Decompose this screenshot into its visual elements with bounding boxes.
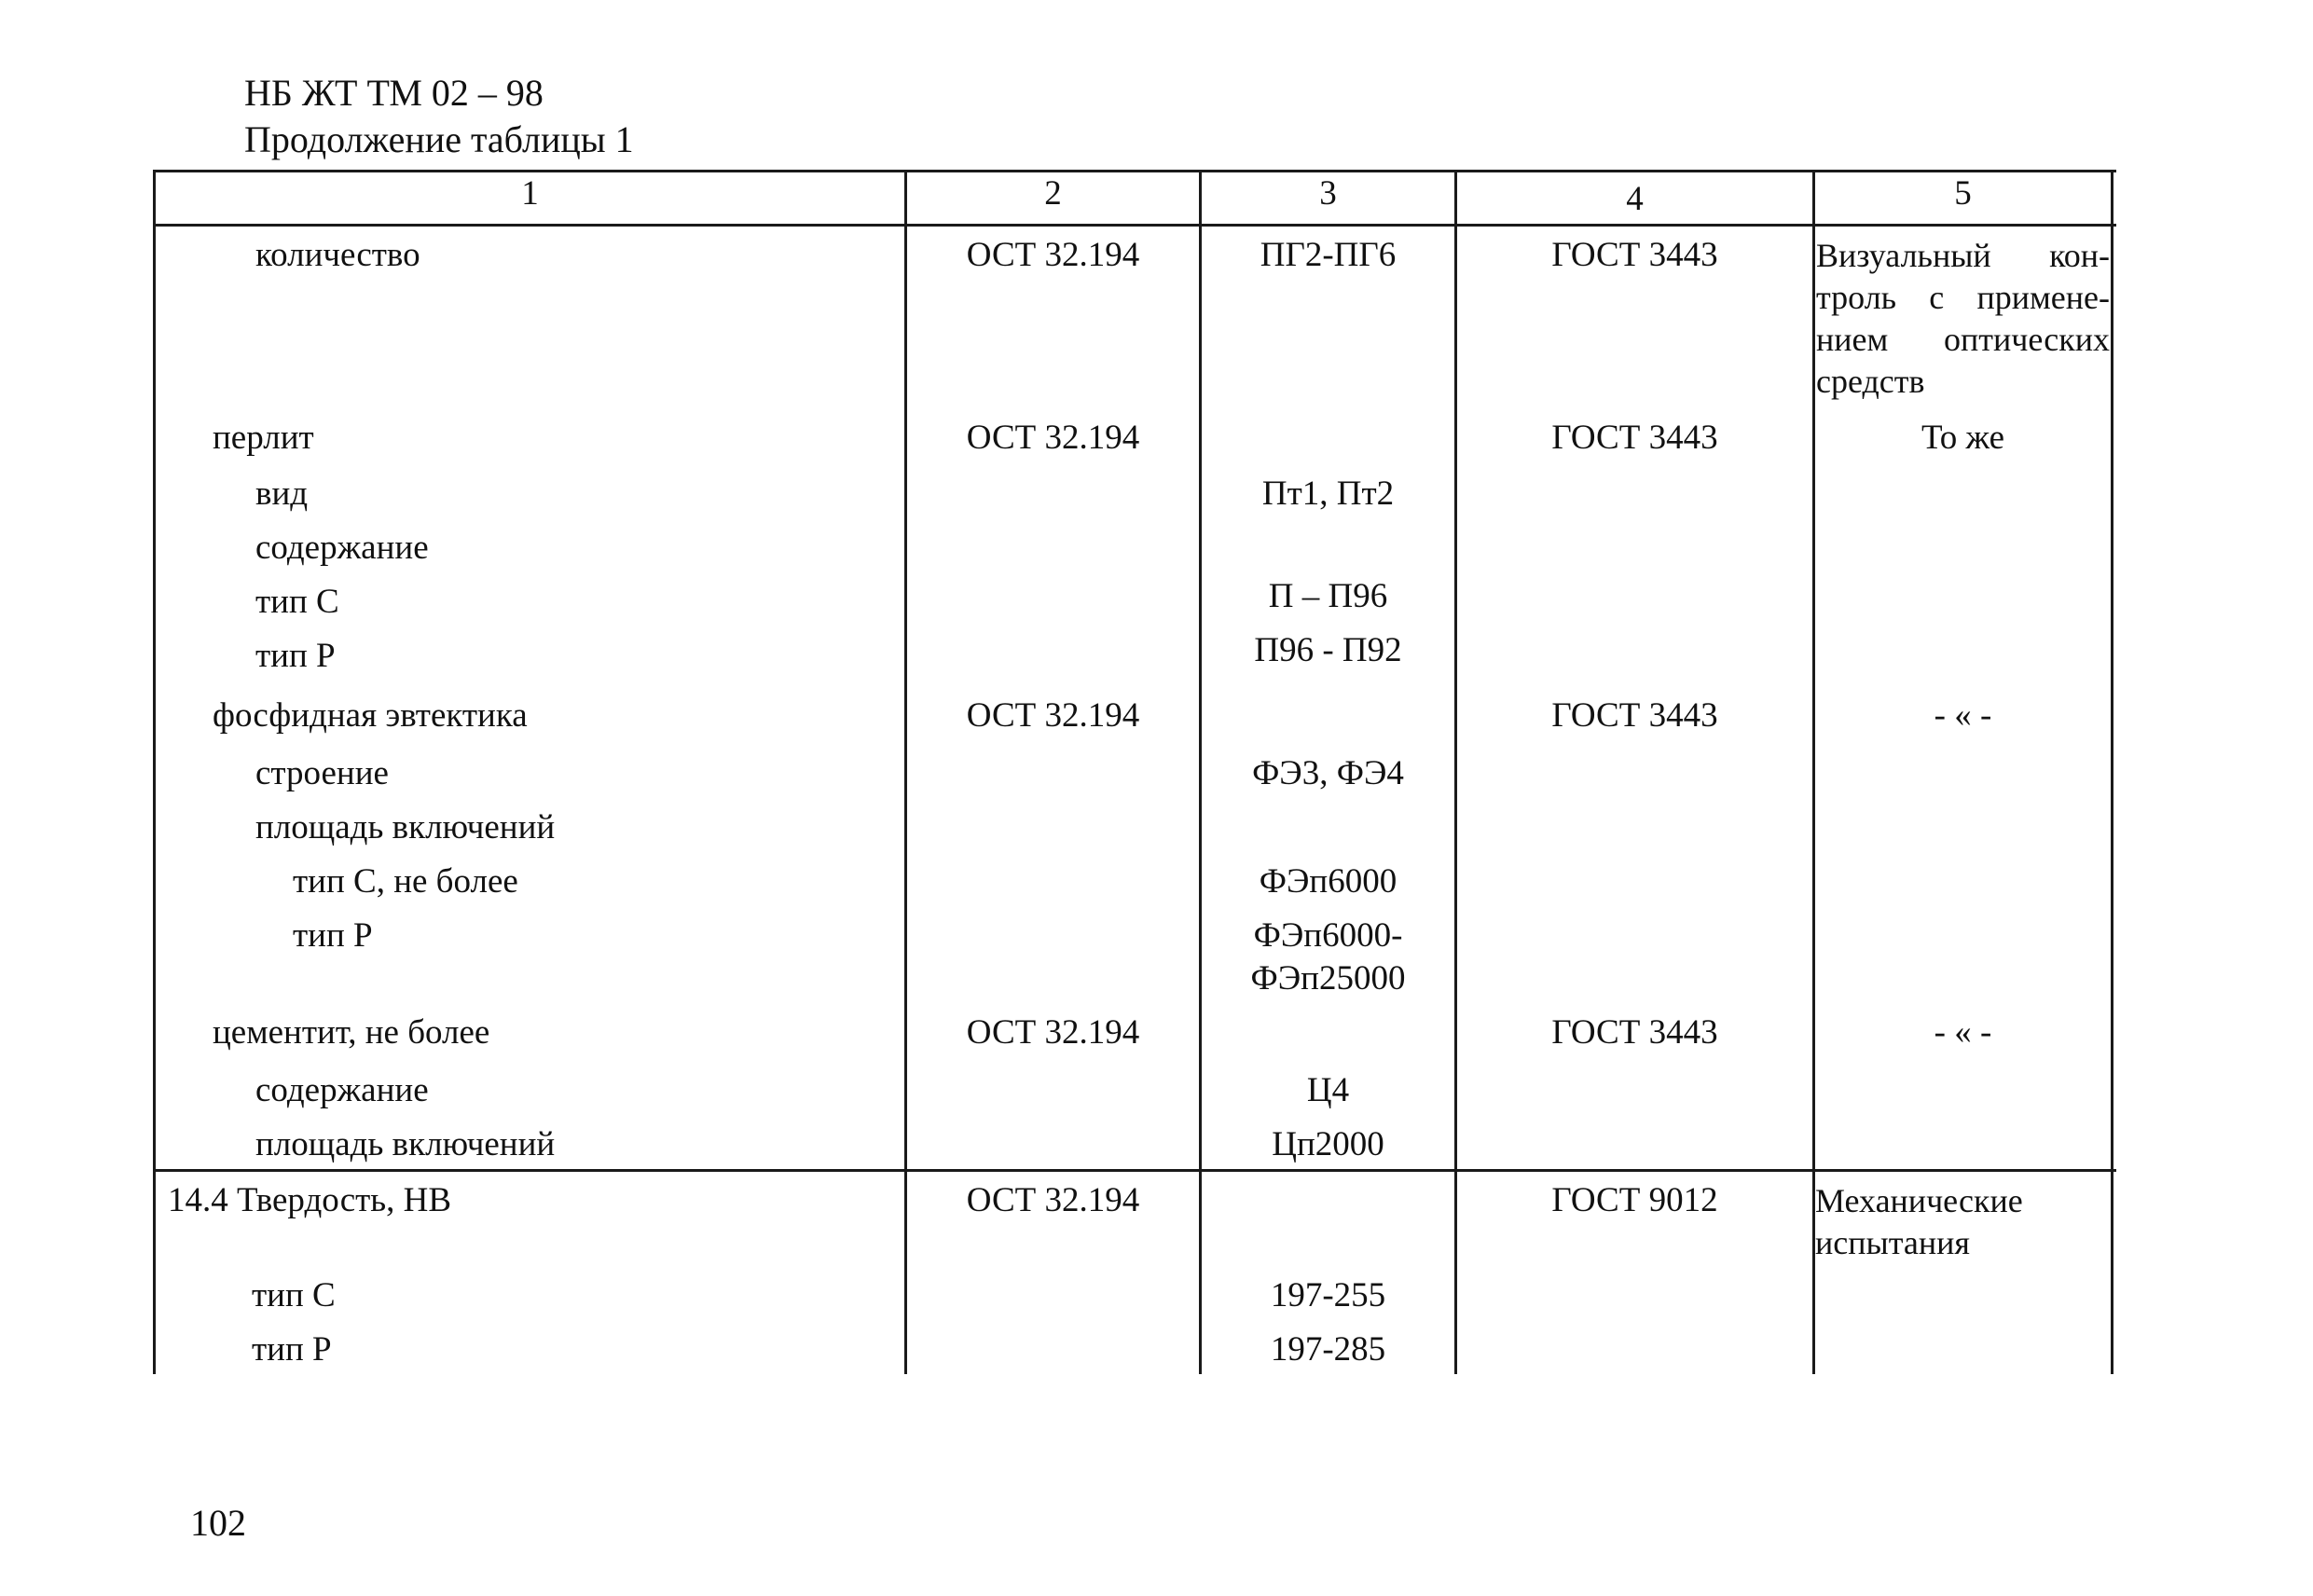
control-method-cell bbox=[1816, 235, 2110, 403]
row-label: тип Р bbox=[255, 637, 336, 675]
value-cell: Ц4 bbox=[1306, 1071, 1350, 1109]
control-method-line: испытания bbox=[1815, 1224, 1970, 1261]
control-method-cell: - « - bbox=[1934, 1013, 1992, 1052]
row-label: вид bbox=[255, 475, 309, 513]
control-method-line: средств bbox=[1816, 363, 1925, 400]
value-cell: П96 - П92 bbox=[1254, 631, 1402, 669]
control-method-cell: - « - bbox=[1934, 696, 1992, 735]
section-label: 14.4 Твердость, НВ bbox=[168, 1181, 452, 1219]
control-method-line: троль с примене- bbox=[1816, 279, 2110, 316]
table-right-border bbox=[2111, 170, 2113, 1374]
value-cell: 197-285 bbox=[1270, 1330, 1386, 1369]
column-header-2: 2 bbox=[1044, 174, 1062, 213]
row-label: тип Р bbox=[252, 1330, 332, 1369]
control-method-cell: То же bbox=[1921, 419, 2005, 457]
table-section-divider bbox=[153, 1169, 2116, 1172]
standard-cell: ОСТ 32.194 bbox=[966, 1181, 1140, 1219]
row-label: тип С bbox=[252, 1276, 336, 1314]
test-method-cell: ГОСТ 3443 bbox=[1551, 696, 1718, 735]
value-cell: Цп2000 bbox=[1272, 1125, 1384, 1163]
row-label: фосфидная эвтектика bbox=[213, 696, 528, 735]
value-cell: Пт1, Пт2 bbox=[1261, 475, 1395, 513]
row-label: перлит bbox=[213, 419, 314, 457]
value-cell: ФЭп6000 bbox=[1259, 862, 1397, 901]
column-header-5: 5 bbox=[1954, 174, 1972, 213]
row-label: площадь включений bbox=[255, 1125, 556, 1163]
row-label: содержание bbox=[255, 1071, 429, 1109]
control-method-line: Механические bbox=[1815, 1182, 2023, 1219]
standard-cell: ОСТ 32.194 bbox=[966, 419, 1140, 457]
value-cell: 197-255 bbox=[1270, 1276, 1386, 1314]
test-method-cell: ГОСТ 3443 bbox=[1551, 1013, 1718, 1052]
standard-cell: ОСТ 32.194 bbox=[966, 696, 1140, 735]
page-number: 102 bbox=[190, 1502, 246, 1544]
column-header-1: 1 bbox=[521, 174, 539, 213]
row-label: строение bbox=[255, 754, 389, 792]
column-header-3: 3 bbox=[1319, 174, 1337, 213]
column-header-4: 4 bbox=[1626, 180, 1644, 218]
row-label: цементит, не более bbox=[213, 1013, 490, 1052]
table-top-border bbox=[153, 170, 2116, 172]
test-method-cell: ГОСТ 3443 bbox=[1551, 419, 1718, 457]
table-header-divider bbox=[153, 224, 2116, 227]
control-method-line: нием оптических bbox=[1816, 321, 2110, 358]
row-label: тип Р bbox=[293, 916, 373, 955]
standard-cell: ОСТ 32.194 bbox=[966, 1013, 1140, 1052]
value-cell: ФЭп6000- bbox=[1253, 916, 1403, 955]
row-label: содержание bbox=[255, 529, 429, 567]
value-cell: ПГ2-ПГ6 bbox=[1260, 236, 1397, 274]
test-method-cell: ГОСТ 9012 bbox=[1551, 1181, 1718, 1219]
row-label: площадь включений bbox=[255, 808, 556, 846]
value-cell: ФЭп25000 bbox=[1250, 959, 1406, 998]
control-method-line: Визуальный кон- bbox=[1816, 237, 2110, 274]
value-cell: П – П96 bbox=[1268, 577, 1388, 615]
row-label: количество bbox=[255, 236, 420, 274]
value-cell: ФЭ3, ФЭ4 bbox=[1252, 754, 1404, 792]
table-caption: Продолжение таблицы 1 bbox=[244, 118, 634, 160]
standard-cell: ОСТ 32.194 bbox=[966, 236, 1140, 274]
document-code: НБ ЖТ ТМ 02 – 98 bbox=[244, 72, 544, 114]
row-label: тип С bbox=[255, 583, 339, 621]
row-label: тип С, не более bbox=[293, 862, 518, 901]
control-method-cell bbox=[1815, 1180, 2111, 1264]
table-left-border bbox=[153, 170, 156, 1374]
test-method-cell: ГОСТ 3443 bbox=[1551, 236, 1718, 274]
